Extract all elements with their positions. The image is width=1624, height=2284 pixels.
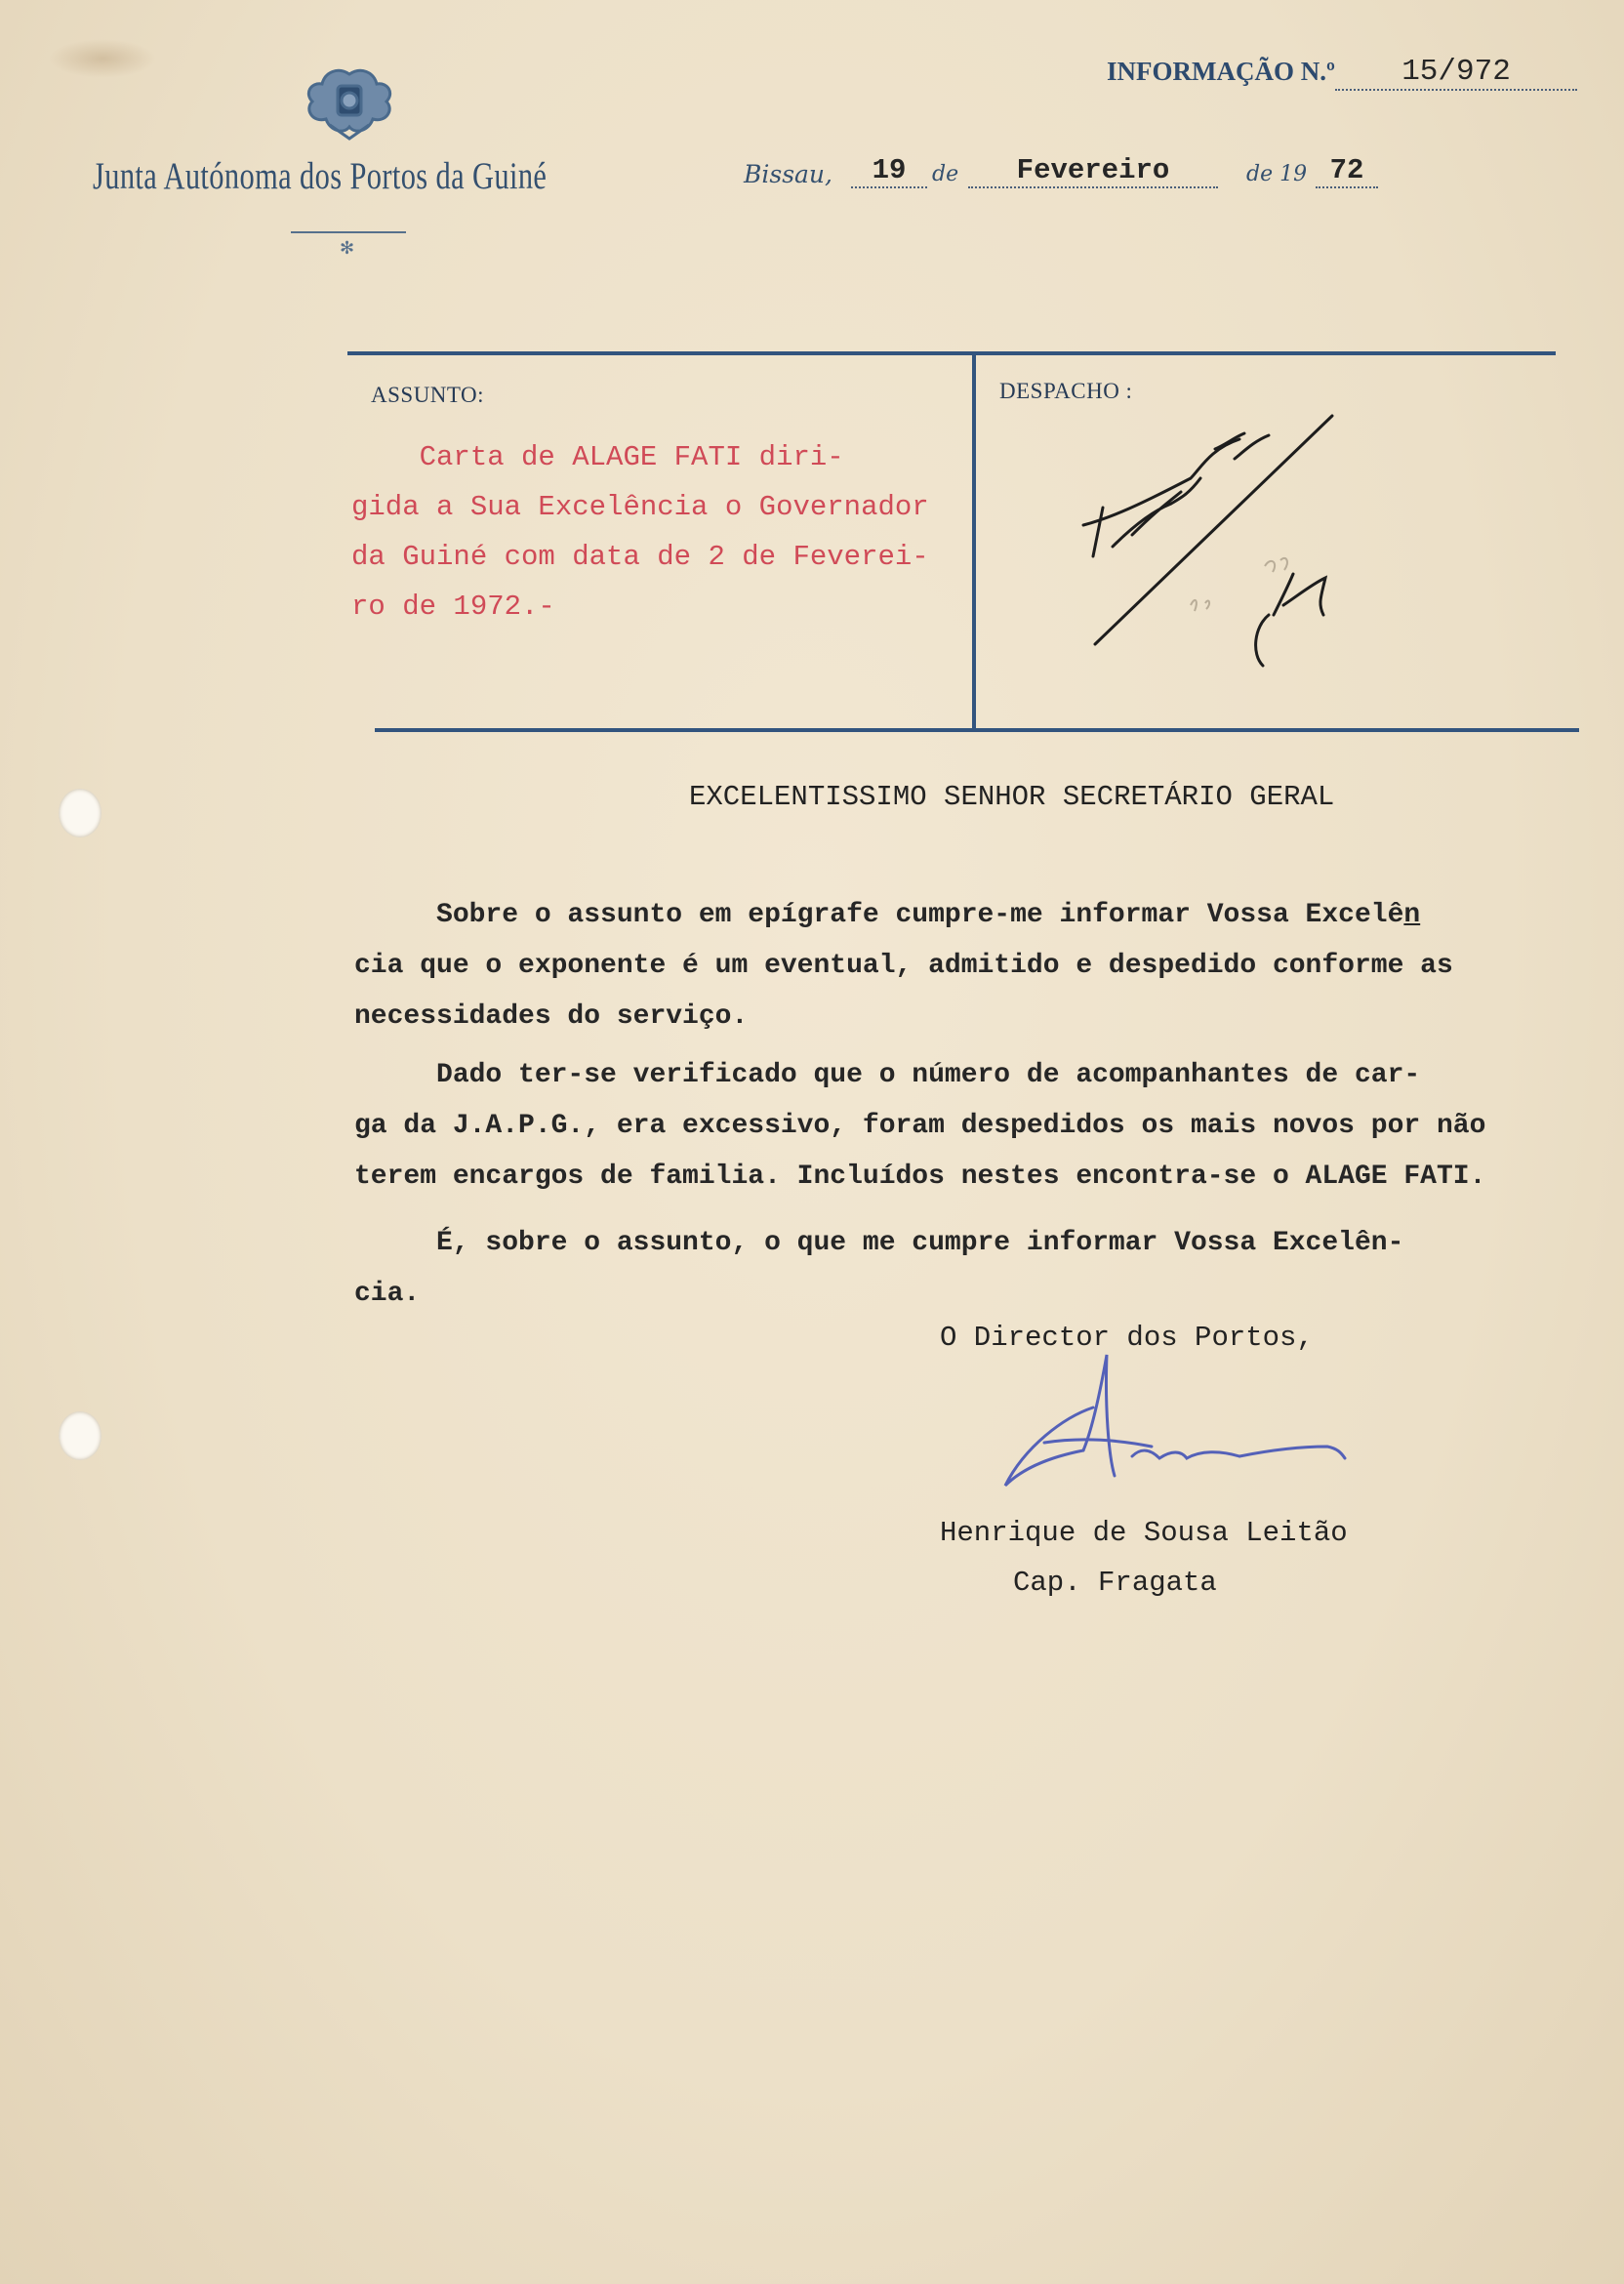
- paragraph-2: [354, 1050, 1485, 1203]
- paragraph-line: [354, 890, 1453, 941]
- letterhead-divider: [291, 231, 406, 233]
- salutation: EXCELENTISSIMO SENHOR SECRETÁRIO GERAL: [689, 781, 1335, 813]
- paragraph-3: [354, 1218, 1403, 1320]
- despacho-label: DESPACHO :: [999, 379, 1133, 403]
- punch-hole: [59, 789, 102, 837]
- organization-name: Junta Autónoma dos Portos da Guiné: [93, 155, 548, 197]
- date-day: 19: [851, 154, 927, 188]
- paragraph-line: necessidades do serviço.: [354, 1001, 749, 1032]
- info-number-label: INFORMAÇÃO N.º: [1107, 57, 1335, 86]
- despacho-handwritten-note: [1035, 410, 1366, 703]
- paragraph-line: cia.: [354, 1279, 421, 1309]
- assunto-text: [351, 432, 956, 632]
- handwritten-signature: [986, 1349, 1376, 1495]
- paragraph-1: [354, 890, 1453, 1042]
- date-year: 72: [1316, 154, 1378, 188]
- signatory-name: Henrique de Sousa Leitão: [940, 1517, 1348, 1549]
- paragraph-line-text: Sobre o assunto em epígrafe cumpre-me informar Vossa Excelê: [354, 900, 1404, 930]
- paragraph-line: Dado ter-se verificado que o número de acompanhantes de car-: [354, 1060, 1421, 1090]
- paragraph-line-tail: n: [1403, 900, 1421, 930]
- assunto-line: gida a Sua Excelência o Governador: [351, 491, 929, 523]
- box-top-rule: [347, 351, 1556, 355]
- assunto-label: ASSUNTO:: [371, 383, 485, 407]
- date-month: Fevereiro: [968, 154, 1218, 188]
- date-city: Bissau,: [744, 160, 832, 188]
- signatory-title: Cap. Fragata: [1013, 1567, 1217, 1599]
- assunto-line: da Guiné com data de 2 de Feverei-: [351, 541, 929, 573]
- assunto-line: Carta de ALAGE FATI diri-: [351, 441, 844, 473]
- paper-stain: [49, 39, 156, 78]
- paragraph-line: terem encargos de familia. Incluídos nestes encontra-se o ALAGE FATI.: [354, 1162, 1486, 1192]
- box-bottom-rule: [375, 728, 1579, 732]
- paragraph-line: É, sobre o assunto, o que me cumpre informar Vossa Excelên-: [354, 1228, 1404, 1258]
- assunto-line: ro de 1972.-: [351, 591, 555, 623]
- date-century: de 19: [1246, 162, 1308, 186]
- paragraph-line: cia que o exponente é um eventual, admitido e despedido conforme as: [354, 951, 1453, 981]
- punch-hole: [59, 1411, 102, 1460]
- date-connector: de: [932, 162, 959, 186]
- asterisk-ornament: ✻: [340, 238, 355, 259]
- info-number: 15/972: [1335, 55, 1577, 91]
- closing-line: O Director dos Portos,: [940, 1322, 1314, 1354]
- box-divider-rule: [972, 353, 976, 730]
- paragraph-line: ga da J.A.P.G., era excessivo, foram despedidos os mais novos por não: [354, 1111, 1486, 1141]
